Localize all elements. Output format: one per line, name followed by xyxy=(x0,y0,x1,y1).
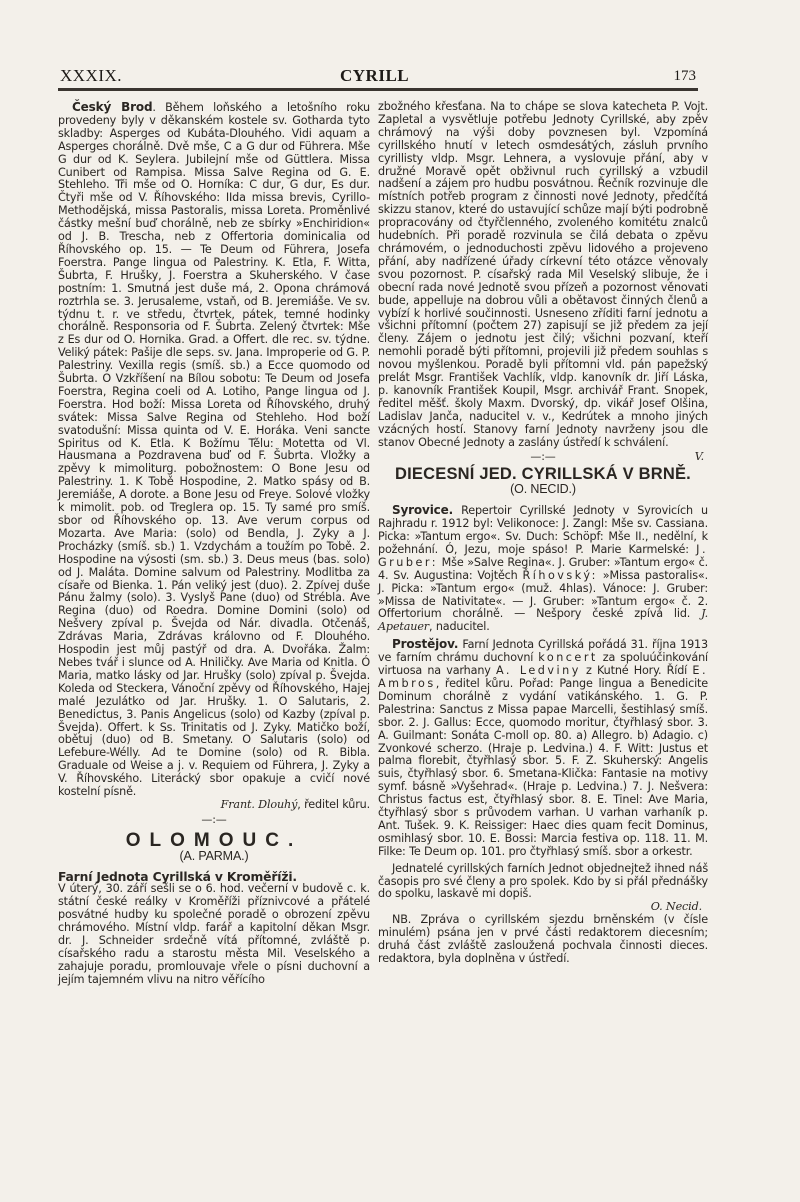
article-kromeriz-continued: zbožného křesťana. Na to chápe se slova katecheta P. Vojt. Zapletal a vysvětluje potřebu Jednoty Cyrillské, aby zpěv chrámový na výši doby povznesen byl. Vzpomíná cyrillského hnutí v letech osmdesátých, zásluh prvního cyrillisty vldp. Msgr. Lehnera, a vyslovuje přání, aby v družné Moravě opět obživnul ruch cyrillský a vzbudil nadšení a zájem pro hudbu posvátnou. Řečník rozvinuje dle místních potřeb program z činnosti nové Jednoty, předčítá skizzu stanov, které do ustavující schůze mají býti podrobně propracovány od čtyřčlenného, zvoleného komitétu znalců hudebních. Při poradě rozvinula se čilá debata o zpěvu chrámovém, o jednoduchosti zpěvu lidového a projeveno přání, aby nadřízené úřady církevní této otázce věnovaly svou pozornost. P. císařský rada Mil Veselský slibuje, že i obecní rada nové Jednotě svou přízeň a pozornost věnovati bude, appelluje na dobrou vůli a obětavost činných členů a vybízí k horlivé součinnosti. Usneseno zříditi farní jednotu a všichni přítomní (počtem 27) zapisují se již předem za její členy. Zájem o jednotu jest čilý; všichni pozvaní, kteří nemohli poradě býti přítomni, projevili již předem souhlas s novou myšlenkou. Poradě byli přítomni vld. pán papežský prelát Msgr. František Vachlík, vldp. kanovník dr. Jiří Láska, p. kanovník František Koupil, Msgr. archivář Frant. Snopek, ředitel měšť. školy Maxm. Dvorský, dp. vikář Josef Olšina, Ladislav Janča, naducitel v. v., Kedrútek a mnoho jiných vzácných hostí. Stanovy farní Jednoty navrženy jsou dle stanov Obecné Jednoty a zaslány ústředí k schválení. xyxy=(378,100,708,449)
article-lead-prostejov: Prostějov. xyxy=(392,637,459,652)
article-text: za spoluúčinkování virtuosa na varhany xyxy=(378,651,708,678)
note-nb: NB. Zpráva o cyrillském sjezdu brněnském (v čísle minulém) psána jen v prvé části redaktorem diecesním; druhá část zvláště zasloužená pochvala činnosti dieces. redaktora, byla doplněna v ústředí. xyxy=(378,913,708,965)
signature-role: , naducitel. xyxy=(429,620,490,634)
signature-initial: V. xyxy=(694,450,704,464)
signature-name: J. Apetauer xyxy=(378,607,708,634)
article-text: , ředitel kůru. Pořad: Pange lingua a Benedicite Dominum chorálně z vydání vatikánského. 1. G. P. Palestrina: Sanctus z Missa papae Marcelli, šestihlasý smíš. sbor. 2. J. Gallus: Ecce, quomodo moritur, čtyřhlasý sbor. 3. A. Guilmant: Sonáta C-moll op. 80. a) Allegro. b) Adagio. c) Zvonkové scherzo. (Hraje p. Ledvina.) 4. F. Witt: Justus et palma florebit, čtyřhlasý sbor. 5. F. Z. Skuherský: Angelis suis, čtyřhlasý sbor. 6. Smetana-Klička: Fantasie na motivy symf. básně »Vyšehrad«. (Hraje p. Ledvina.) 7. J. Nešvera: Christus factus est, čtyřhlasý sbor. 8. E. Tinel: Ave Maria, čtyřhlasý sbor s průvodem varhan. U varhan varhaník p. Ant. Tušek. 9. K. Reissiger: Haec dies quam fecit Dominus, osmihlasý sbor. 10. E. Bossi: Marcia festiva op. 118. 11. M. Filke: Te Deum op. 101. pro čtyřhlasý smíš. sbor a orkestr. xyxy=(378,676,708,858)
signature-dlouhy xyxy=(58,799,370,812)
journal-title: CYRILL xyxy=(340,66,410,85)
article-text: . Během loňského a letošního roku provedeny byly v děkanském kostele sv. Gotharda tyto skladby: Asperges od Kubáta-Dlouhého. Vidi aquam a Asperges chorálně. Dvě mše, C a G dur od Führera. Mše G dur od K. Seylera. Jubilejní mše od Güttlera. Missa Cunibert od Rampisa. Missa Salve Regina od G. E. Stehleho. Tři mše od O. Horníka: C dur, G dur, Es dur. Čtyři mše od V. Říhovského: IIda missa brevis, Cyrillo-Methodějská, missa Pastoralis, missa Loreta. Proměnlivé částky mešní buď chorálně, neb ze sbírky »Enchiridion« od J. B. Trescha, neb z Offertoria dominicalia od Říhovského op. 15. — Te Deum od Führera, Josefa Foerstra. Pange lingua od Palestriny. K. Etla, F. Witta, Šubrta, F. Hrušky, J. Foerstra a Skuherského. V čase postním: 1. Smutná jest duše má, 2. Opona chrámová roztrhla se. 3. Jerusaleme, vstaň, od B. Jeremiáše. Ve sv. týdnu t. r. ve středu, čtvrtek, pátek, temné hodinky chorálně. Responsoria od F. Šubrta. Zelený čtvrtek: Mše z Es dur od O. Hornika. Grad. a Offert. dle rec. sv. týdne. Veliký pátek: Pašije dle seps. sv. Jana. Improperie od G. P. Palestriny. Vexilla regis (smíš. sb.) a Ecce quomodo od Šubrta. O Vzkříšení na Bílou sobotu: Te Deum od Josefa Foerstra, Regina coeli od A. Lotiho, Pange lingua od J. Foerstra. Hod boží: Missa Loreta od Říhovského, druhý svátek: Missa Salve Regina od Stehleho. Hod boží svatodušní: Missa quinta od V. E. Horáka. Veni sancte Spiritus od K. Etla. K Božímu Tělu: Motetta od Vl. Hausmana a Pozdravena buď od F. Šubrta. Vložky a zpěvy k mimoliturg. pobožnostem: O Bone Jesu od Palestriny. 1. K Tobě Hospodine, 2. Matko spásy od B. Jeremiáše, A dorote. a Bone Jesu od Freye. Solové vložky k mimolit. pob. od Treglera op. 15. Ty samé pro smíš. sbor od Říhovského op. 13. Ave verum corpus od Mozarta. Ave Maria: (solo) od Bendla, J. Zyky a J. Procházky (smíš. sb.) 1. Vzdychám a toužím po Tobě. 2. Hospodine na výsosti (sm. sb.) 3. Deus meus (bas. solo) od J. Maláta. Domine salvum od Palestriny. Modlitba za císaře od Bienka. 1. Pán veliký jest (duo). 2. Zpívej duše Pánu žalmy (solo). 3. Vyslyš Pane (duo) od Strébla. Ave Regina (duo) od Roedra. Domine Domini (solo) od Nešvery zpíval p. Švejda od Nár. divadla. Otčenáš, Zdrávas Maria, Zdrávas královno od F. Dlouhého. Hospodin jest můj pastýř od dra. A. Dvořáka. Žalm: Nebes tvář i slunce od A. Hniličky. Ave Maria od Knitla. Ó Maria, matko lásky od Jar. Hrušky (solo) zpíval p. Švejda. Koleda od Steckera, Vánoční zpěvy od Říhovského, Hajej malé Jezulátko od Jar. Hrušky. 1. O Salutaris, 2. Benedictus, 3. Panis Angelicus (solo) od Kazby (zpíval p. Švejda). Offert. k Ss. Trinitatis od J. Zyky. Matičko boží, obětuj (duo) od B. Smetany. O Salutaris (solo) od Lefebure-Wélly. Ad te Domine (solo) od R. Bibla. Graduale od Weise a j. v. Requiem od Führera, J. Zyky a V. Říhovského. Literácký sbor opakuje a cvičí nové kostelní písně. xyxy=(58,101,370,799)
spaced-word: koncert xyxy=(538,651,598,665)
page-number: 173 xyxy=(673,68,696,84)
article-cesky-brod xyxy=(58,101,370,799)
volume-number: XXXIX. xyxy=(60,66,123,85)
section-title-brno: DIECESNÍ JED. CYRILLSKÁ V BRNĚ. xyxy=(395,465,691,484)
running-header xyxy=(60,66,696,86)
article-kromeriz: V úterý, 30. září sešli se o 6. hod. večerní v budově c. k. státní české reálky v Kroměříži příznivcové a přátelé posvátné hudby ku společné poradě o obrození zpěvu chrámového. Místní vldp. farář a kapitolní děkan Msgr. dr. J. Schneider srdečně vítá přítomné, zvláště p. císařského radu a starostu města Mil. Veselského a zahajuje poradu, promlouvaje vřele o písni duchovní a jejím tajemném vlivu na nitro věřícího xyxy=(58,882,370,986)
article-syrovice xyxy=(378,504,708,634)
article-heading-kromeriz: Farní Jednota Cyrillská v Kroměříži. xyxy=(58,869,297,884)
section-separator-right xyxy=(378,451,708,464)
header-rule xyxy=(58,88,698,91)
spaced-name: A. Ledviny xyxy=(495,664,581,678)
article-lead-cesky-brod: Český Brod xyxy=(72,100,153,114)
article-text: Farní Jednota Cyrillská pořádá 31. října 1913 ve farním chrámu duchovní xyxy=(378,638,708,665)
note-jednatele: Jednatelé cyrillských farních Jednot objednejtež ihned náš časopis pro své členy a pro spolek. Kdo by si přál přednášky do spolku, laskavě mi dopiš. xyxy=(378,861,708,901)
separator-mark: —:— xyxy=(530,450,556,464)
signature-name: O. Necid. xyxy=(650,900,702,914)
right-column xyxy=(378,101,708,966)
article-lead-syrovice: Syrovice. xyxy=(392,503,454,518)
article-text: »Missa pastoralis«. J. Picka: »Tantum ergo« (muž. 4hlas). Vánoce: J. Gruber: »Missa de Nativitate«. — J. Gruber: »Tantum ergo« č. 2. Offertorium chorálně. — Nešpory české zpívá lid. xyxy=(378,568,708,621)
section-title-olomouc: OLOMOUC. xyxy=(125,829,303,851)
section-editor-parma: (A. PARMA.) xyxy=(179,848,249,863)
spaced-name: J. Gruber: xyxy=(378,542,708,569)
section-editor-necid: (O. NECID.) xyxy=(510,482,576,497)
article-text: Repertoir Cyrillské Jednoty v Syrovicích u Rajhradu r. 1912 byl: Velikonoce: J. Zangl: Mše sv. Cassiana. Picka: »Tantum ergo«. Sv. Duch: Schöpf: Mše II., nedělní, k požehnání. Ó, Jezu, moje spáso! P. Marie Karmelské: xyxy=(378,504,708,556)
article-text: Mše »Salve Regina«. J. Gruber: »Tantum ergo« č. 4. Sv. Augustina: Vojtěch xyxy=(378,555,708,582)
article-prostejov xyxy=(378,638,708,858)
spaced-name: Říhovský: xyxy=(522,568,598,582)
spaced-name: E. Ambros xyxy=(378,664,708,690)
section-separator: —:— xyxy=(201,812,227,826)
signature-role: , ředitel kůru. xyxy=(297,797,370,811)
left-column xyxy=(58,101,370,987)
article-text: z Kutné Hory. Řídí xyxy=(580,664,693,678)
signature-name: Frant. Dlouhý xyxy=(220,797,298,811)
